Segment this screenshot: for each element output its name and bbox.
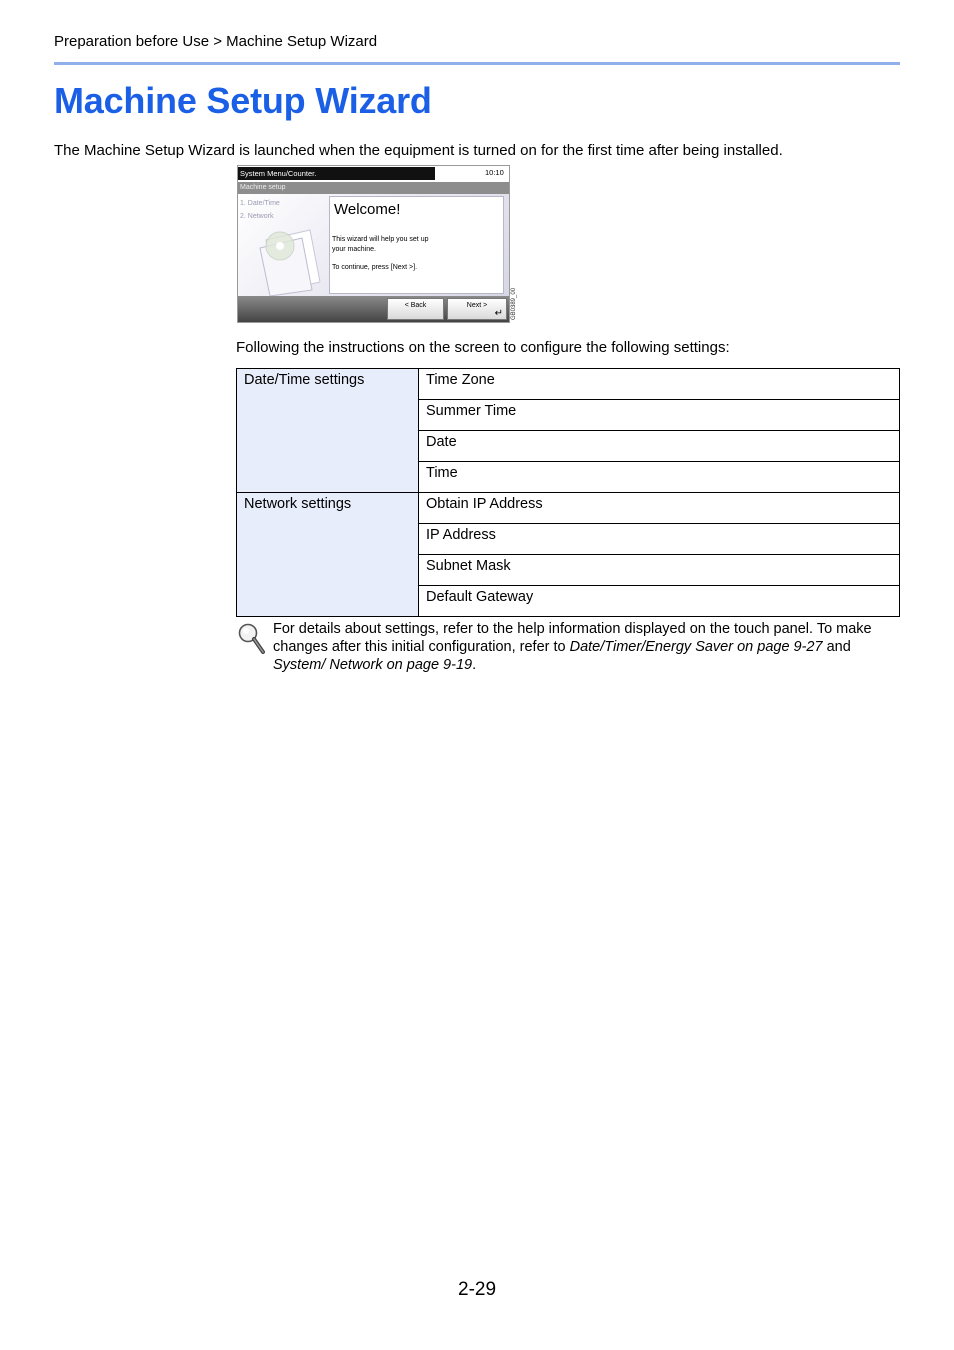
magnifier-icon (237, 622, 267, 656)
panel-message-line-2: your machine. (332, 246, 376, 253)
note-paragraph (273, 620, 901, 674)
panel-step-network: 2. Network (240, 213, 274, 220)
setting-item: Subnet Mask (419, 555, 900, 586)
setting-item: Date (419, 431, 900, 462)
panel-titlebar: Machine setup (238, 182, 510, 194)
settings-group-date-time: Date/Time settings (237, 369, 419, 493)
panel-message-line-1: This wizard will help you set up (332, 236, 429, 243)
touch-panel-screenshot (237, 165, 510, 323)
settings-group-network: Network settings (237, 493, 419, 617)
header-rule (54, 62, 900, 65)
setting-item: Default Gateway (419, 586, 900, 617)
lead-paragraph: Following the instructions on the screen to configure the following settings: (236, 339, 730, 356)
breadcrumb: Preparation before Use > Machine Setup Wizard (54, 33, 378, 50)
panel-clock: 10:10 (485, 168, 504, 177)
panel-topbar (238, 166, 510, 182)
next-button[interactable] (447, 298, 507, 320)
illustration-icon (256, 226, 328, 296)
panel-step-date-time: 1. Date/Time (240, 200, 280, 207)
table-row (237, 369, 900, 400)
note-text-1: For details about settings, refer to the help information displayed on the touch panel. To make changes after this initial configuration, refer to (273, 621, 872, 655)
note-text-2: and (822, 639, 851, 655)
panel-menu-label: System Menu/Counter. (238, 167, 435, 180)
reference-link-date-timer[interactable]: Date/Timer/Energy Saver on page 9-27 (569, 639, 823, 655)
page-number: 2-29 (458, 1279, 497, 1300)
setting-item: Time Zone (419, 369, 900, 400)
page-title: Machine Setup Wizard (54, 80, 432, 121)
panel-continue-text: To continue, press [Next >]. (332, 264, 418, 271)
next-button-label: Next > (466, 302, 488, 309)
panel-steps (240, 197, 280, 223)
setting-item: IP Address (419, 524, 900, 555)
setting-item: Summer Time (419, 400, 900, 431)
table-row (237, 493, 900, 524)
panel-message-box (329, 196, 504, 294)
enter-icon: ↵ (494, 308, 503, 319)
settings-table (236, 368, 900, 617)
panel-welcome: Welcome! (334, 201, 401, 218)
note-text-3: . (472, 657, 477, 673)
intro-paragraph: The Machine Setup Wizard is launched when the equipment is turned on for the first time after being installed. (54, 142, 783, 159)
panel-message (332, 235, 502, 255)
figure-code: GB0389_00 (511, 287, 517, 320)
back-button[interactable]: < Back (387, 298, 444, 320)
reference-link-system-network[interactable]: System/ Network on page 9-19 (273, 657, 473, 673)
panel-bottombar (238, 296, 510, 323)
setting-item: Obtain IP Address (419, 493, 900, 524)
setting-item: Time (419, 462, 900, 493)
